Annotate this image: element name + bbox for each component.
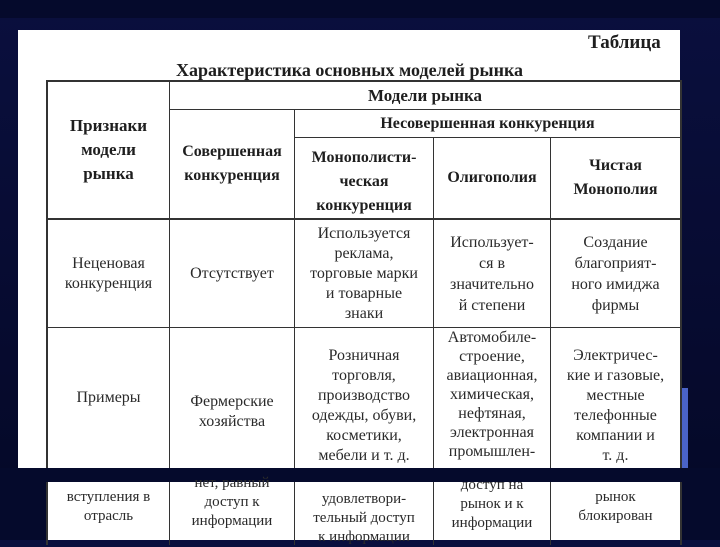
- row-examples-oligopoly: Автомобиле- строение, авиационная, химическая, нефтяная, электронная промышлен-: [446, 329, 538, 460]
- left-margin: [0, 482, 46, 540]
- row-examples-label: Примеры: [76, 389, 141, 406]
- row-nonprice-label: Неценовая конкуренция: [64, 254, 153, 292]
- overflow-oligopoly: доступ на рынок и к информации: [451, 477, 533, 531]
- table-title: Характеристика основных моделей рынка: [176, 60, 524, 80]
- row-nonprice-perfect: Отсутствует: [190, 264, 274, 282]
- slide-top-bar: [0, 0, 720, 18]
- overflow-pure-monopoly: рынок блокирован: [578, 489, 653, 524]
- header-pure-monopoly: Чистая Монополия: [573, 157, 658, 198]
- overflow-monopolistic: удовлетвори- тельный доступ к информации: [313, 491, 415, 545]
- header-imperfect-competition: Несовершенная конкуренция: [380, 114, 595, 132]
- header-attributes: Признаки модели рынка: [69, 116, 148, 183]
- header-market-models: Модели рынка: [367, 85, 483, 105]
- table-label: Таблица: [588, 32, 661, 53]
- overflow-perfect: нет, равный доступ к информации: [191, 475, 273, 529]
- overflow-label: вступления в отрасль: [66, 489, 151, 524]
- row-nonprice-pure-monopoly: Создание благоприят- ного имиджа фирмы: [571, 233, 660, 314]
- row-examples-monopolistic: Розничная торговля, производство одежды, обуви, косметики, мебели и т. д.: [311, 347, 417, 464]
- crop-band: [0, 468, 720, 482]
- header-monopolistic-competition: Монополисти- ческая конкуренция: [311, 149, 417, 214]
- header-oligopoly: Олигополия: [447, 169, 537, 186]
- row-examples-perfect: Фермерские хозяйства: [190, 393, 274, 430]
- header-perfect-competition: Совершенная конкуренция: [182, 143, 282, 184]
- right-margin: [682, 482, 720, 540]
- overflow-row: [46, 475, 682, 545]
- row-examples-pure-monopoly: Электричес- кие и газовые, местные телефонные компании и т. д.: [566, 347, 665, 464]
- row-nonprice-monopolistic: Используется реклама, торговые марки и товарные знаки: [310, 224, 418, 322]
- row-nonprice-oligopoly: Использует- ся в значительно й степени: [450, 233, 534, 314]
- slide-frame-edge: [682, 388, 688, 468]
